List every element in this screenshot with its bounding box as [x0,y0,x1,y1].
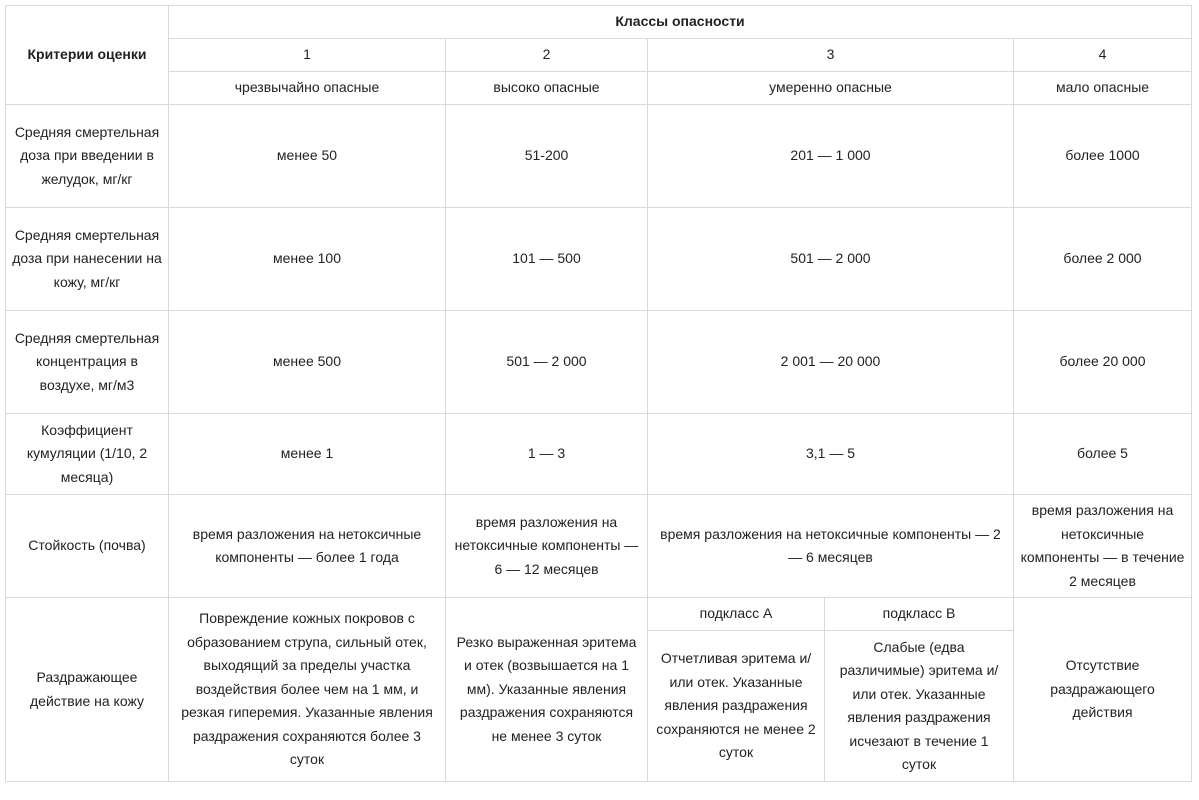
table-row [6,495,1192,598]
value-cell: более 5 [1014,414,1192,495]
subclass-a-label: подкласс А [648,598,825,631]
value-cell: более 2 000 [1014,208,1192,311]
class-number-row [6,39,1192,72]
value-cell: менее 50 [169,105,446,208]
value-cell: 1 — 3 [446,414,648,495]
criterion-cell: Средняя смертельная доза при нанесении на кожу, мг/кг [6,208,169,311]
subclass-b-value: Слабые (едва различимые) эритема и/или отек. Указанные явления раздражения исчезают в течение 1 суток [825,631,1014,782]
value-cell: 201 — 1 000 [648,105,1014,208]
class-name: умеренно опасные [648,72,1014,105]
criterion-cell: Стойкость (почва) [6,495,169,598]
header-row-1 [6,6,1192,39]
irritation-row [6,598,1192,631]
class-name: мало опасные [1014,72,1192,105]
value-cell: время разложения на нетоксичные компоненты — в течение 2 месяцев [1014,495,1192,598]
value-cell: менее 500 [169,311,446,414]
value-cell: Отсутствие раздражающего действия [1014,598,1192,782]
classes-header: Классы опасности [169,6,1192,39]
value-cell: 2 001 — 20 000 [648,311,1014,414]
class-number: 2 [446,39,648,72]
criterion-cell: Коэффициент кумуляции (1/10, 2 месяца) [6,414,169,495]
criterion-cell: Средняя смертельная доза при введении в желудок, мг/кг [6,105,169,208]
hazard-classes-table [5,5,1192,782]
criteria-header: Критерии оценки [6,6,169,105]
value-cell: более 1000 [1014,105,1192,208]
value-cell: более 20 000 [1014,311,1192,414]
value-cell: 501 — 2 000 [648,208,1014,311]
class-number: 4 [1014,39,1192,72]
value-cell: время разложения на нетоксичные компоненты — 2 — 6 месяцев [648,495,1014,598]
class-name-row [6,72,1192,105]
class-name: высоко опасные [446,72,648,105]
table-row [6,105,1192,208]
class-name: чрезвычайно опасные [169,72,446,105]
value-cell: 51-200 [446,105,648,208]
value-cell: Резко выраженная эритема и отек (возвышается на 1 мм). Указанные явления раздражения сохраняются не менее 3 суток [446,598,648,782]
table-row [6,208,1192,311]
value-cell: менее 100 [169,208,446,311]
class-number: 1 [169,39,446,72]
value-cell: время разложения на нетоксичные компоненты — более 1 года [169,495,446,598]
criterion-cell: Раздражающее действие на кожу [6,598,169,782]
value-cell: Повреждение кожных покровов с образованием струпа, сильный отек, выходящий за пределы участка воздействия более чем на 1 мм, и резкая гиперемия. Указанные явления раздражения сохраняются более 3 суток [169,598,446,782]
table-row [6,311,1192,414]
value-cell: 3,1 — 5 [648,414,1014,495]
value-cell: 501 — 2 000 [446,311,648,414]
value-cell: время разложения на нетоксичные компоненты — 6 — 12 месяцев [446,495,648,598]
table-row [6,414,1192,495]
class-number: 3 [648,39,1014,72]
value-cell: менее 1 [169,414,446,495]
subclass-a-value: Отчетливая эритема и/или отек. Указанные явления раздражения сохраняются не менее 2 суток [648,631,825,782]
value-cell: 101 — 500 [446,208,648,311]
subclass-b-label: подкласс В [825,598,1014,631]
criterion-cell: Средняя смертельная концентрация в воздухе, мг/м3 [6,311,169,414]
